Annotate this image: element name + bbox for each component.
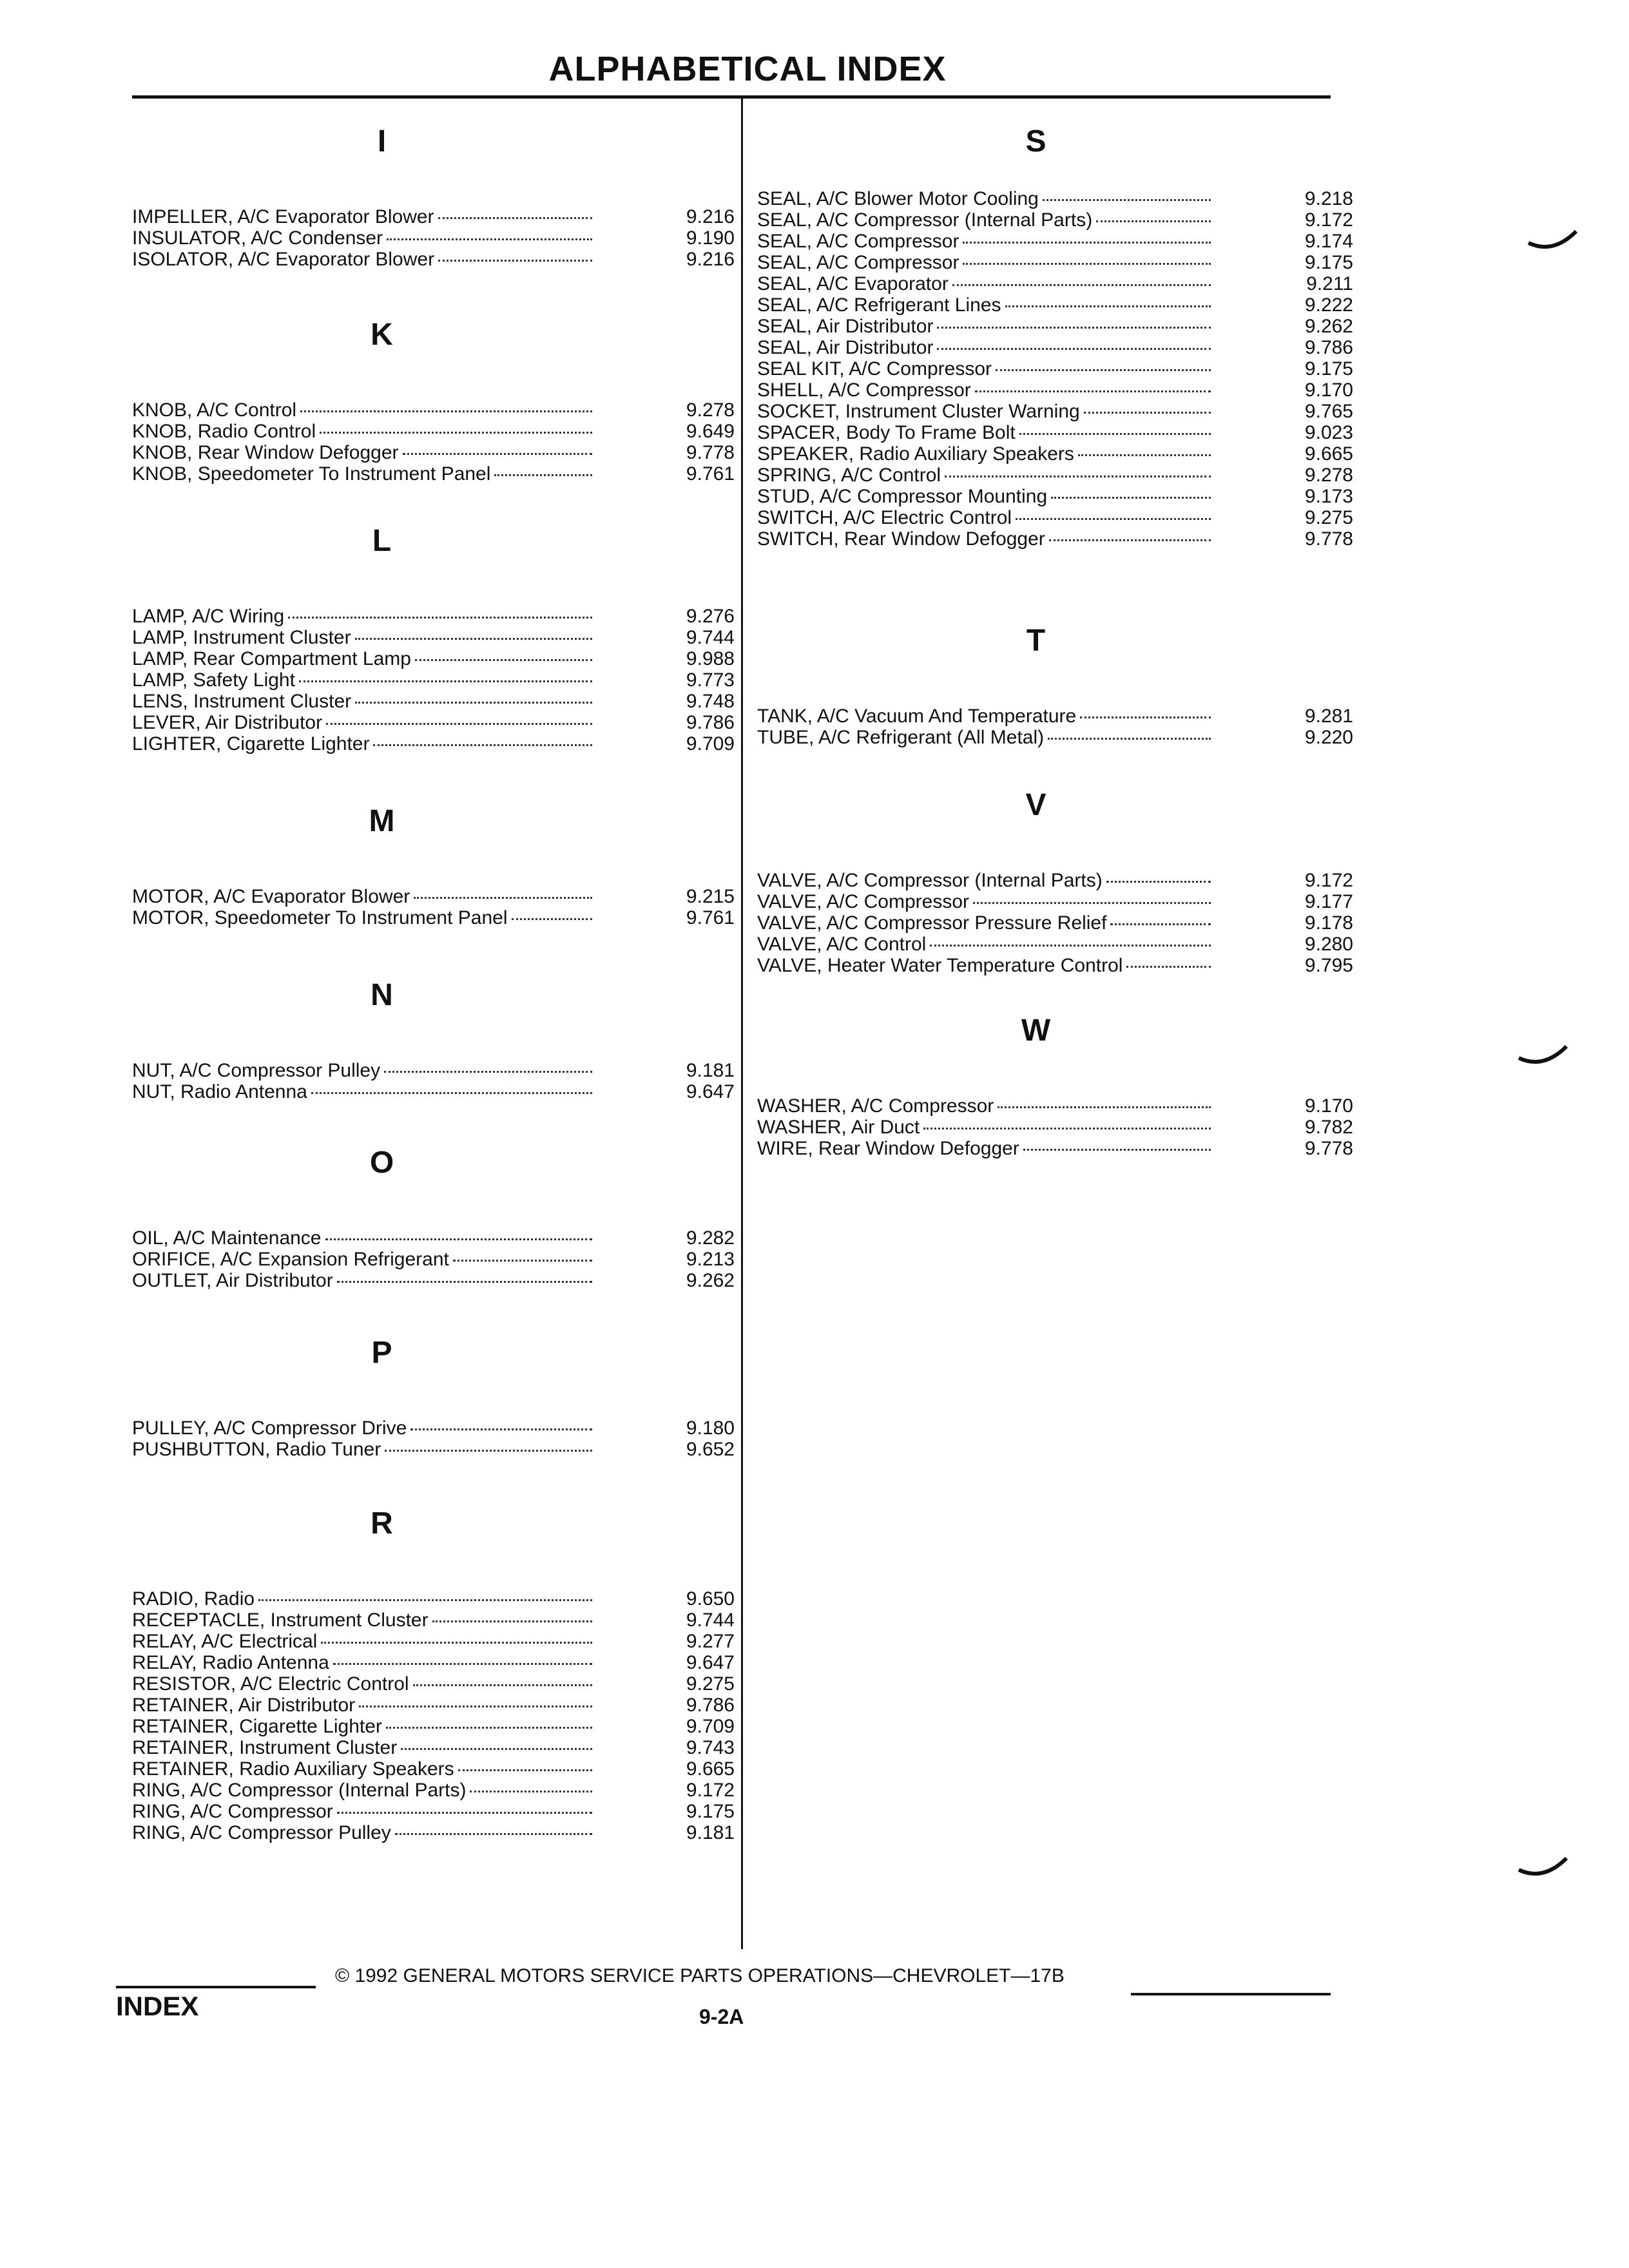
index-entry <box>132 421 735 442</box>
section-letter: W <box>1021 1014 1051 1048</box>
entry-name: WIRE, Rear Window Defogger <box>757 1138 1019 1159</box>
entry-page-ref: 9.278 <box>686 399 735 421</box>
dot-leader <box>321 1642 592 1644</box>
entry-name: SHELL, A/C Compressor <box>757 380 971 401</box>
entry-page-ref: 9.177 <box>1304 891 1353 912</box>
entry-page-ref: 9.773 <box>686 669 735 691</box>
index-entry <box>757 273 1353 294</box>
entry-name: KNOB, Radio Control <box>132 421 316 442</box>
index-entry <box>132 1673 735 1695</box>
entry-page-ref: 9.190 <box>686 227 735 249</box>
entry-name: MOTOR, Speedometer To Instrument Panel <box>132 907 508 928</box>
entry-list <box>132 1060 735 1102</box>
entry-page-ref: 9.748 <box>686 691 735 712</box>
margin-tick-mark <box>1527 229 1579 255</box>
dot-leader <box>387 238 592 240</box>
dot-leader <box>1019 433 1211 435</box>
entry-page-ref: 9.278 <box>1304 465 1353 486</box>
index-entry <box>132 1695 735 1716</box>
index-entry <box>132 1780 735 1801</box>
entry-list <box>132 606 735 754</box>
index-entry <box>132 442 735 463</box>
index-entry <box>757 294 1353 316</box>
index-entry <box>757 528 1353 550</box>
dot-leader <box>384 1071 592 1073</box>
index-entry <box>132 1822 735 1843</box>
entry-page-ref: 9.281 <box>1304 706 1353 727</box>
entry-name: SEAL, Air Distributor <box>757 337 934 358</box>
entry-name: TUBE, A/C Refrigerant (All Metal) <box>757 727 1045 748</box>
dot-leader <box>1023 1149 1211 1151</box>
entry-page-ref: 9.778 <box>1304 1138 1353 1159</box>
dot-leader <box>373 744 592 746</box>
entry-name: PULLEY, A/C Compressor Drive <box>132 1418 407 1439</box>
index-entry <box>757 955 1353 976</box>
footer-copyright: © 1992 GENERAL MOTORS SERVICE PARTS OPERATIONS—CHEVROLET—17B <box>335 1965 1065 1986</box>
dot-leader <box>453 1260 592 1262</box>
entry-page-ref: 9.744 <box>686 1610 735 1631</box>
index-entry <box>757 316 1353 337</box>
entry-page-ref: 9.743 <box>686 1737 735 1758</box>
index-entry <box>132 606 735 627</box>
index-section <box>757 622 1353 748</box>
entry-page-ref: 9.761 <box>686 463 735 485</box>
entry-page-ref: 9.275 <box>1304 507 1353 528</box>
entry-name: ISOLATOR, A/C Evaporator Blower <box>132 249 435 270</box>
dot-leader <box>975 390 1211 392</box>
entry-name: OUTLET, Air Distributor <box>132 1270 333 1291</box>
entry-name: RETAINER, Instrument Cluster <box>132 1737 398 1758</box>
index-section <box>132 976 735 1102</box>
entry-name: LAMP, Rear Compartment Lamp <box>132 648 411 669</box>
dot-leader <box>325 1238 593 1240</box>
index-entry <box>757 1117 1353 1138</box>
entry-list <box>132 206 735 270</box>
entry-list <box>132 1227 735 1291</box>
index-entry <box>132 648 735 669</box>
entry-page-ref: 9.175 <box>686 1801 735 1822</box>
entry-page-ref: 9.262 <box>686 1270 735 1291</box>
entry-page-ref: 9.647 <box>686 1081 735 1102</box>
index-entry <box>757 401 1353 422</box>
dot-leader <box>963 263 1211 265</box>
index-entry <box>757 252 1353 273</box>
index-section <box>132 1144 735 1291</box>
entry-page-ref: 9.782 <box>1304 1117 1353 1138</box>
entry-page-ref: 9.709 <box>686 1716 735 1737</box>
entry-list <box>132 399 735 485</box>
entry-name: RETAINER, Air Distributor <box>132 1695 356 1716</box>
index-section <box>132 802 735 928</box>
index-section <box>757 1012 1353 1159</box>
entry-page-ref: 9.216 <box>686 206 735 227</box>
entry-page-ref: 9.175 <box>1304 252 1353 273</box>
dot-leader <box>923 1128 1211 1129</box>
index-entry <box>132 1652 735 1673</box>
entry-page-ref: 9.778 <box>1304 528 1353 550</box>
section-letter: L <box>372 524 392 558</box>
index-entry <box>132 1081 735 1102</box>
entry-name: NUT, Radio Antenna <box>132 1081 307 1102</box>
entry-name: SEAL, Air Distributor <box>757 316 934 337</box>
dot-leader <box>386 1727 592 1729</box>
index-entry <box>132 1801 735 1822</box>
index-section <box>132 1334 735 1460</box>
entry-page-ref: 9.174 <box>1304 231 1353 252</box>
index-entry <box>757 912 1353 934</box>
entry-page-ref: 9.172 <box>1304 209 1353 231</box>
entry-page-ref: 9.170 <box>1304 1095 1353 1117</box>
entry-page-ref: 9.765 <box>1304 401 1353 422</box>
index-entry <box>132 227 735 249</box>
entry-page-ref: 9.665 <box>1304 443 1353 465</box>
index-entry <box>132 1060 735 1081</box>
entry-name: LIGHTER, Cigarette Lighter <box>132 733 370 754</box>
entry-name: SEAL, A/C Compressor <box>757 252 959 273</box>
entry-page-ref: 9.647 <box>686 1652 735 1673</box>
entry-name: RECEPTACLE, Instrument Cluster <box>132 1610 429 1631</box>
entry-name: VALVE, A/C Compressor <box>757 891 970 912</box>
index-entry <box>757 188 1353 209</box>
entry-name: KNOB, Rear Window Defogger <box>132 442 399 463</box>
entry-page-ref: 9.652 <box>686 1439 735 1460</box>
entry-name: RELAY, A/C Electrical <box>132 1631 318 1652</box>
dot-leader <box>333 1663 592 1665</box>
index-entry <box>757 465 1353 486</box>
index-entry <box>757 231 1353 252</box>
entry-page-ref: 9.178 <box>1304 912 1353 934</box>
dot-leader <box>258 1599 592 1601</box>
entry-name: MOTOR, A/C Evaporator Blower <box>132 886 410 907</box>
entry-page-ref: 9.282 <box>686 1227 735 1249</box>
entry-name: VALVE, A/C Compressor Pressure Relief <box>757 912 1107 934</box>
entry-name: STUD, A/C Compressor Mounting <box>757 486 1048 507</box>
entry-page-ref: 9.280 <box>1304 934 1353 955</box>
index-entry <box>132 733 735 754</box>
index-entry <box>132 712 735 733</box>
index-entry <box>132 463 735 485</box>
index-entry <box>132 886 735 907</box>
dot-leader <box>1048 738 1211 740</box>
entry-name: WASHER, A/C Compressor <box>757 1095 994 1117</box>
entry-name: INSULATOR, A/C Condenser <box>132 227 383 249</box>
entry-name: VALVE, Heater Water Temperature Control <box>757 955 1123 976</box>
section-letter: T <box>1026 624 1046 658</box>
footer-rule-right <box>1131 1993 1331 1995</box>
index-section <box>757 786 1353 976</box>
page-title: ALPHABETICAL INDEX <box>548 50 947 88</box>
entry-page-ref: 9.786 <box>686 1695 735 1716</box>
entry-name: LAMP, Safety Light <box>132 669 295 691</box>
index-entry <box>757 380 1353 401</box>
dot-leader <box>937 348 1211 350</box>
dot-leader <box>355 638 592 640</box>
index-entry <box>757 507 1353 528</box>
entry-name: RING, A/C Compressor <box>132 1801 333 1822</box>
section-letter: N <box>371 978 393 1012</box>
dot-leader <box>300 410 592 412</box>
dot-leader <box>1126 966 1211 968</box>
index-entry <box>757 891 1353 912</box>
entry-page-ref: 9.181 <box>686 1060 735 1081</box>
index-entry <box>132 249 735 270</box>
footer-page-number: 9-2A <box>699 2005 744 2028</box>
entry-name: LAMP, A/C Wiring <box>132 606 285 627</box>
index-entry <box>132 1758 735 1780</box>
entry-name: SEAL, A/C Evaporator <box>757 273 949 294</box>
dot-leader <box>1110 923 1211 925</box>
index-entry <box>132 206 735 227</box>
entry-name: LENS, Instrument Cluster <box>132 691 352 712</box>
dot-leader <box>1106 881 1211 883</box>
index-entry <box>132 1737 735 1758</box>
index-section <box>132 122 735 270</box>
entry-name: IMPELLER, A/C Evaporator Blower <box>132 206 434 227</box>
index-entry <box>132 1439 735 1460</box>
index-entry <box>757 727 1353 748</box>
footer-rule-left <box>116 1986 316 1988</box>
entry-page-ref: 9.665 <box>686 1758 735 1780</box>
entry-page-ref: 9.023 <box>1304 422 1353 443</box>
entry-page-ref: 9.786 <box>686 712 735 733</box>
entry-page-ref: 9.650 <box>686 1588 735 1610</box>
dot-leader <box>1078 454 1211 456</box>
dot-leader <box>438 260 592 262</box>
dot-leader <box>438 217 592 219</box>
dot-leader <box>432 1620 592 1622</box>
entry-name: SEAL, A/C Blower Motor Cooling <box>757 188 1039 209</box>
dot-leader <box>973 902 1211 904</box>
entry-name: NUT, A/C Compressor Pulley <box>132 1060 381 1081</box>
index-entry <box>757 209 1353 231</box>
index-entry <box>757 337 1353 358</box>
entry-page-ref: 9.173 <box>1304 486 1353 507</box>
dot-leader <box>952 284 1211 286</box>
entry-list <box>757 1095 1353 1159</box>
dot-leader <box>320 432 592 434</box>
title-rule <box>132 95 1331 99</box>
entry-name: RELAY, Radio Antenna <box>132 1652 329 1673</box>
entry-page-ref: 9.277 <box>686 1631 735 1652</box>
dot-leader <box>359 1706 592 1707</box>
entry-name: LAMP, Instrument Cluster <box>132 627 351 648</box>
index-entry <box>132 1227 735 1249</box>
entry-list <box>757 870 1353 976</box>
entry-page-ref: 9.275 <box>686 1673 735 1695</box>
margin-tick-mark <box>1518 1856 1569 1881</box>
dot-leader <box>326 723 592 725</box>
dot-leader <box>963 242 1211 244</box>
entry-name: RING, A/C Compressor (Internal Parts) <box>132 1780 467 1801</box>
entry-list <box>132 1588 735 1843</box>
section-letter: M <box>369 804 395 838</box>
entry-name: LEVER, Air Distributor <box>132 712 323 733</box>
dot-leader <box>401 1748 592 1750</box>
entry-page-ref: 9.262 <box>1304 316 1353 337</box>
entry-page-ref: 9.218 <box>1304 188 1353 209</box>
dot-leader <box>1051 497 1211 499</box>
index-section <box>132 1504 735 1843</box>
entry-page-ref: 9.709 <box>686 733 735 754</box>
dot-leader <box>413 1684 592 1686</box>
index-entry <box>132 1270 735 1291</box>
entry-page-ref: 9.170 <box>1304 380 1353 401</box>
entry-name: SOCKET, Instrument Cluster Warning <box>757 401 1080 422</box>
footer-section-label: INDEX <box>116 1991 199 2021</box>
entry-page-ref: 9.220 <box>1304 727 1353 748</box>
entry-page-ref: 9.778 <box>686 442 735 463</box>
dot-leader <box>415 659 592 661</box>
index-entry <box>132 691 735 712</box>
dot-leader <box>998 1106 1211 1108</box>
dot-leader <box>996 369 1211 371</box>
entry-list <box>132 1418 735 1460</box>
entry-name: SWITCH, A/C Electric Control <box>757 507 1012 528</box>
entry-page-ref: 9.211 <box>1306 273 1353 294</box>
entry-name: PUSHBUTTON, Radio Tuner <box>132 1439 381 1460</box>
dot-leader <box>1005 305 1211 307</box>
index-entry <box>132 1588 735 1610</box>
entry-page-ref: 9.988 <box>686 648 735 669</box>
entry-page-ref: 9.213 <box>686 1249 735 1270</box>
entry-name: SPRING, A/C Control <box>757 465 941 486</box>
entry-list <box>757 706 1353 748</box>
entry-page-ref: 9.761 <box>686 907 735 928</box>
entry-name: SEAL KIT, A/C Compressor <box>757 358 992 380</box>
dot-leader <box>1096 220 1211 222</box>
entry-list <box>132 886 735 928</box>
dot-leader <box>337 1812 592 1814</box>
entry-page-ref: 9.795 <box>1304 955 1353 976</box>
entry-name: RETAINER, Radio Auxiliary Speakers <box>132 1758 454 1780</box>
dot-leader <box>1049 539 1211 541</box>
dot-leader <box>1016 518 1211 520</box>
column-divider <box>741 97 743 1949</box>
dot-leader <box>470 1791 592 1792</box>
entry-name: SEAL, A/C Compressor <box>757 231 959 252</box>
entry-page-ref: 9.744 <box>686 627 735 648</box>
entry-page-ref: 9.786 <box>1304 337 1353 358</box>
dot-leader <box>355 702 592 704</box>
dot-leader <box>288 617 592 619</box>
entry-page-ref: 9.172 <box>686 1780 735 1801</box>
index-entry <box>757 1138 1353 1159</box>
section-letter: K <box>371 318 393 352</box>
dot-leader <box>458 1769 592 1771</box>
index-entry <box>757 422 1353 443</box>
section-letter: R <box>371 1506 393 1541</box>
entry-name: TANK, A/C Vacuum And Temperature <box>757 706 1077 727</box>
entry-name: RADIO, Radio <box>132 1588 255 1610</box>
section-letter: I <box>377 124 387 159</box>
entry-name: SEAL, A/C Refrigerant Lines <box>757 294 1001 316</box>
entry-page-ref: 9.172 <box>1304 870 1353 891</box>
entry-name: WASHER, Air Duct <box>757 1117 920 1138</box>
dot-leader <box>1043 199 1211 201</box>
dot-leader <box>299 680 592 682</box>
entry-page-ref: 9.649 <box>686 421 735 442</box>
index-entry <box>757 934 1353 955</box>
index-entry <box>132 907 735 928</box>
entry-page-ref: 9.175 <box>1304 358 1353 380</box>
entry-name: SEAL, A/C Compressor (Internal Parts) <box>757 209 1093 231</box>
entry-name: RING, A/C Compressor Pulley <box>132 1822 391 1843</box>
entry-page-ref: 9.181 <box>686 1822 735 1843</box>
index-section <box>757 122 1353 550</box>
index-entry <box>132 1418 735 1439</box>
index-entry <box>757 486 1353 507</box>
index-entry <box>132 1631 735 1652</box>
section-letter: S <box>1025 124 1046 159</box>
entry-name: SPEAKER, Radio Auxiliary Speakers <box>757 443 1074 465</box>
entry-name: ORIFICE, A/C Expansion Refrigerant <box>132 1249 449 1270</box>
dot-leader <box>494 474 592 476</box>
dot-leader <box>930 945 1211 947</box>
entry-name: KNOB, Speedometer To Instrument Panel <box>132 463 491 485</box>
dot-leader <box>1084 412 1211 414</box>
index-entry <box>132 1610 735 1631</box>
index-section <box>132 316 735 485</box>
entry-page-ref: 9.222 <box>1304 294 1353 316</box>
entry-name: SWITCH, Rear Window Defogger <box>757 528 1045 550</box>
entry-name: VALVE, A/C Compressor (Internal Parts) <box>757 870 1103 891</box>
index-entry <box>757 443 1353 465</box>
entry-name: SPACER, Body To Frame Bolt <box>757 422 1016 443</box>
dot-leader <box>512 918 593 920</box>
dot-leader <box>403 453 593 455</box>
entry-page-ref: 9.215 <box>686 886 735 907</box>
index-entry <box>132 399 735 421</box>
index-entry <box>132 1716 735 1737</box>
dot-leader <box>311 1092 592 1094</box>
index-entry <box>757 1095 1353 1117</box>
dot-leader <box>937 327 1211 329</box>
index-entry <box>132 627 735 648</box>
index-entry <box>757 358 1353 380</box>
entry-name: RETAINER, Cigarette Lighter <box>132 1716 382 1737</box>
dot-leader <box>945 476 1211 477</box>
entry-page-ref: 9.180 <box>686 1418 735 1439</box>
index-entry <box>757 706 1353 727</box>
entry-list <box>757 188 1353 550</box>
dot-leader <box>414 897 592 899</box>
entry-page-ref: 9.216 <box>686 249 735 270</box>
section-letter: O <box>369 1146 394 1180</box>
entry-name: KNOB, A/C Control <box>132 399 297 421</box>
index-entry <box>132 1249 735 1270</box>
dot-leader <box>1080 716 1211 718</box>
dot-leader <box>410 1428 592 1430</box>
margin-tick-mark <box>1518 1044 1569 1070</box>
section-letter: V <box>1025 788 1046 822</box>
entry-page-ref: 9.276 <box>686 606 735 627</box>
section-letter: P <box>371 1336 392 1370</box>
dot-leader <box>337 1281 592 1283</box>
dot-leader <box>395 1833 592 1835</box>
index-section <box>132 522 735 754</box>
entry-name: RESISTOR, A/C Electric Control <box>132 1673 409 1695</box>
entry-name: OIL, A/C Maintenance <box>132 1227 322 1249</box>
index-entry <box>132 669 735 691</box>
dot-leader <box>385 1450 592 1452</box>
entry-name: VALVE, A/C Control <box>757 934 927 955</box>
index-entry <box>757 870 1353 891</box>
